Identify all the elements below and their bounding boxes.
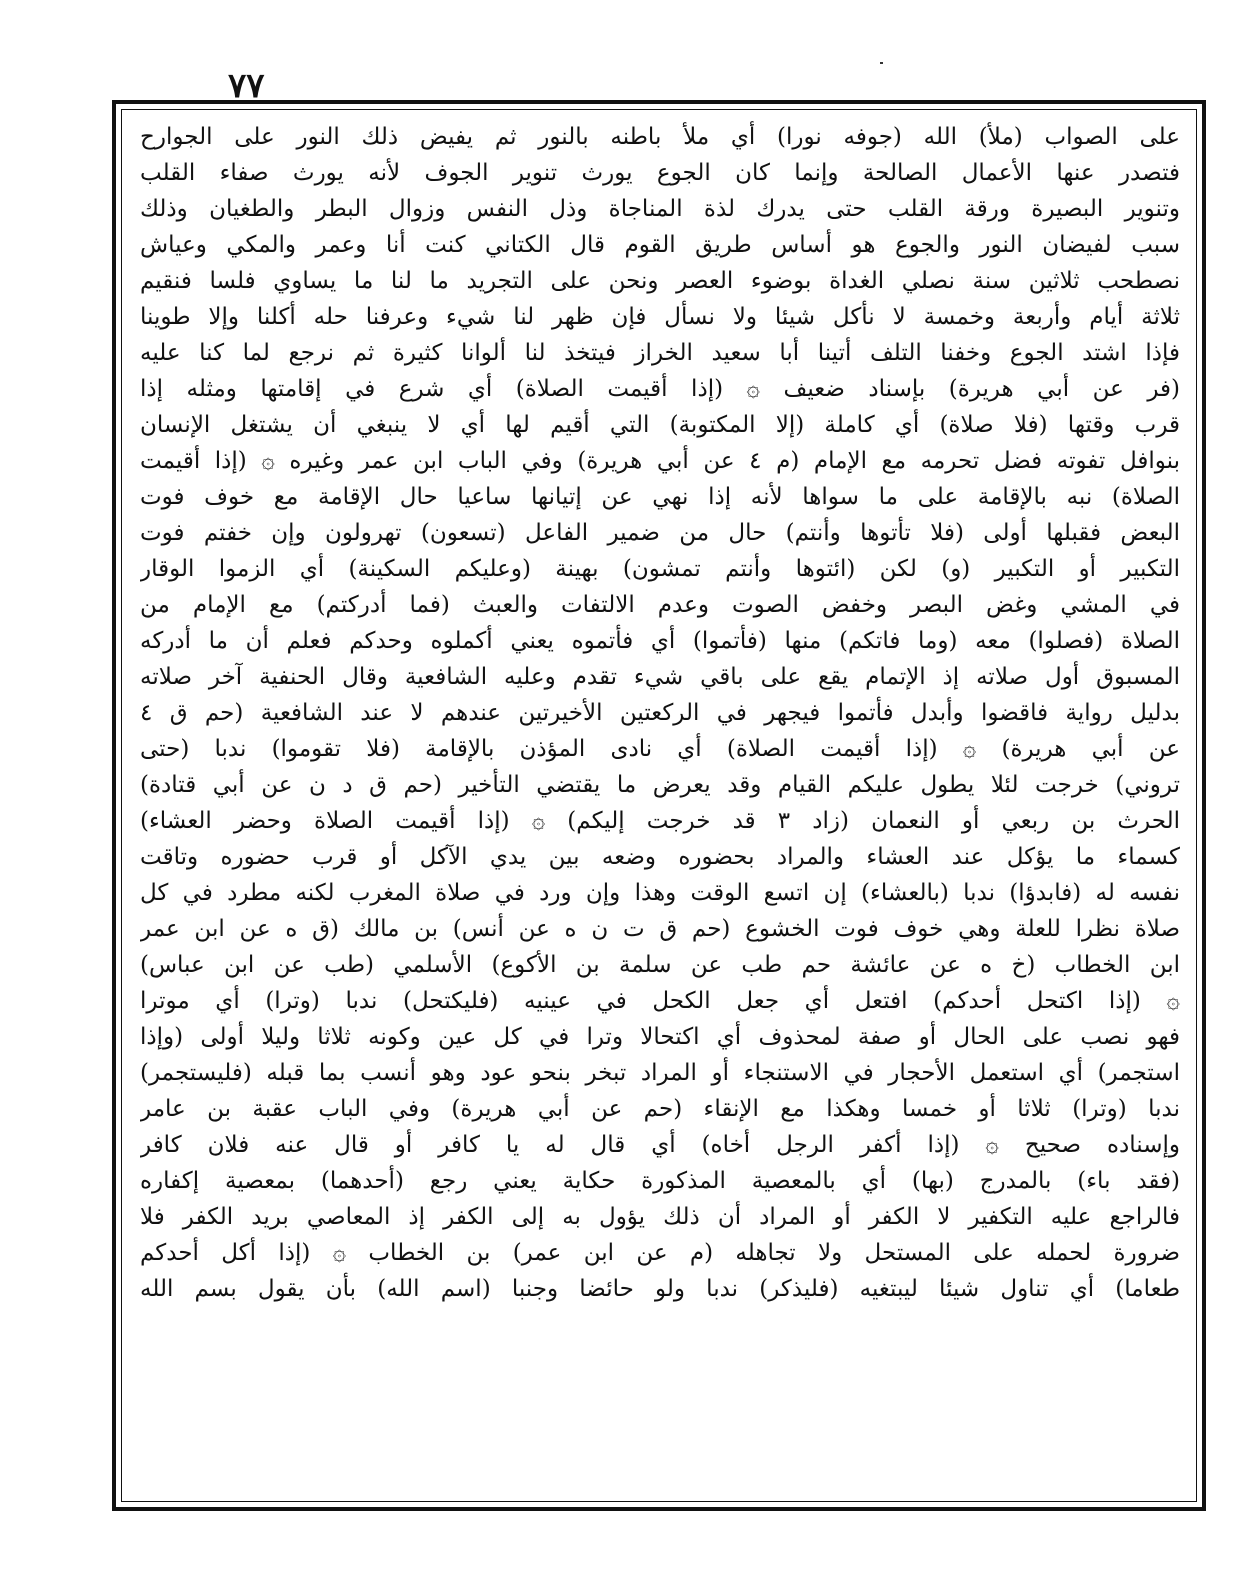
- text-line: [140, 1451, 1180, 1487]
- text-line: [140, 1379, 1180, 1415]
- text-line: المسبوق أول صلاته إذ الإتمام يقع على باقي شيء تقدم وعليه الشافعية وقال الحنفية آخر صلاته: [140, 664, 1180, 690]
- text-line: ۞ (إذا اكتحل أحدكم) افتعل أي جعل الكحل في عينيه (فليكتحل) ندبا (وترا) أي موترا: [140, 988, 1180, 1014]
- text-line: وتنوير البصيرة ورقة القلب حتى يدرك لذة المناجاة وذل النفس وزوال البطر والطغيان وذلك: [140, 196, 1180, 222]
- text-line: قرب وقتها (فلا صلاة) أي كاملة (إلا المكتوبة) التي أقيم لها أي لا ينبغي أن يشتغل الإنسان: [140, 412, 1180, 438]
- text-line: فإذا اشتد الجوع وخفنا التلف أتينا أبا سعيد الخراز فيتخذ لنا ألوانا كثيرة ثم نرجع لما كنا عليه: [140, 340, 1180, 366]
- text-line: ابن الخطاب (خ ه عن عائشة حم طب عن سلمة بن الأكوع) الأسلمي (طب عن ابن عباس): [140, 952, 1180, 978]
- body-text: [140, 119, 1180, 1489]
- text-line: فهو نصب على الحال أو صفة لمحذوف أي اكتحالا وترا في كل عين وكونه ثلاثا وليلا أولى (وإذا: [140, 1024, 1180, 1050]
- text-line: التكبير أو التكبير (و) لكن (ائتوها وأنتم تمشون) بهينة (وعليكم السكينة) أي الزموا الوقار: [140, 556, 1180, 582]
- text-line: فالراجع عليه التكفير لا الكفر أو المراد أن ذلك يؤول به إلى الكفر إذ المعاصي بريد الكفر فلا: [140, 1204, 1180, 1230]
- text-line: وإسناده صحيح ۞ (إذا أكفر الرجل أخاه) أي قال له يا كافر أو قال عنه فلان كافر: [140, 1132, 1180, 1158]
- text-line: (فقد باء) بالمدرج (بها) أي بالمعصية المذكورة حكاية يعني رجع (أحدهما) بمعصية إكفاره: [140, 1168, 1180, 1194]
- text-line: تروني) خرجت لئلا يطول عليكم القيام وقد يعرض ما يقتضي التأخير (حم ق د ن عن أبي قتادة): [140, 772, 1180, 798]
- text-line: سبب لفيضان النور والجوع هو أساس طريق القوم قال الكتاني كنت أنا وعمر والمكي وعياش: [140, 232, 1180, 258]
- text-line: ندبا (وترا) ثلاثا أو خمسا وهكذا مع الإنقاء (حم عن أبي هريرة) وفي الباب عقبة بن عامر: [140, 1096, 1180, 1122]
- text-line: الصلاة (فصلوا) معه (وما فاتكم) منها (فأتموا) أي فأتموه يعني أكملوه وحدكم فعلم أن ما أدركه: [140, 628, 1180, 654]
- text-line: على الصواب (ملأ) الله (جوفه نورا) أي ملأ باطنه بالنور ثم يفيض ذلك النور على الجوارح: [140, 124, 1180, 150]
- text-line: ثلاثة أيام وأربعة وخمسة لا نأكل شيئا ولا نسأل فإن ظهر لنا شيء وعرفنا حله أكلنا وإلا طوينا: [140, 304, 1180, 330]
- text-line: بنوافل تفوته فضل تحرمه مع الإمام (م ٤ عن أبي هريرة) وفي الباب ابن عمر وغيره ۞ (إذا أقيمت: [140, 448, 1180, 474]
- scan-speck: [880, 62, 883, 64]
- text-line: فتصدر عنها الأعمال الصالحة وإنما كان الجوع يورث تنوير الجوف لأنه يورث صفاء القلب: [140, 160, 1180, 186]
- text-line: نفسه له (فابدؤا) ندبا (بالعشاء) إن اتسع الوقت وهذا وإن ورد في صلاة المغرب لكنه مطرد في كل: [140, 880, 1180, 906]
- text-line: صلاة نظرا للعلة وهي خوف فوت الخشوع (حم ق ت ن ه عن أنس) بن مالك (ق ه عن ابن عمر: [140, 916, 1180, 942]
- text-line: ضرورة لحمله على المستحل ولا تجاهله (م عن ابن عمر) بن الخطاب ۞ (إذا أكل أحدكم: [140, 1240, 1180, 1266]
- text-line: عن أبي هريرة) ۞ (إذا أقيمت الصلاة) أي نادى المؤذن بالإقامة (فلا تقوموا) ندبا (حتى: [140, 736, 1180, 762]
- text-line: استجمر) أي استعمل الأحجار في الاستنجاء أو المراد تبخر بنحو عود وهو أنسب بما قبله (فليستجمر): [140, 1060, 1180, 1086]
- text-line: البعض فقبلها أولى (فلا تأتوها وأنتم) حال من ضمير الفاعل (تسعون) تهرولون وإن خفتم فوت: [140, 520, 1180, 546]
- text-line: بدليل رواية فاقضوا وأبدل فأتموا فيجهر في الركعتين الأخيرتين عندهم لا عند الشافعية (حم ق ٤: [140, 700, 1180, 726]
- text-line: [140, 1343, 1180, 1379]
- text-line: [140, 1307, 1180, 1343]
- text-line: (فر عن أبي هريرة) بإسناد ضعيف ۞ (إذا أقيمت الصلاة) أي شرع في إقامتها ومثله إذا: [140, 376, 1180, 402]
- page-number: ٧٧: [228, 66, 265, 106]
- text-line: كسماء ما يؤكل عند العشاء والمراد بحضوره وضعه بين يدي الآكل أو قرب حضوره وتاقت: [140, 844, 1180, 870]
- text-line: نصطحب ثلاثين سنة نصلي الغداة بوضوء العصر ونحن على التجريد ما لنا ما يساوي فلسا فنقيم: [140, 268, 1180, 294]
- text-line: [140, 1415, 1180, 1451]
- text-line: الصلاة) نبه بالإقامة على ما سواها لأنه إذا نهي عن إتيانها ساعيا حال الإقامة مع خوف فوت: [140, 484, 1180, 510]
- text-line: في المشي وغض البصر وخفض الصوت وعدم الالتفات والعبث (فما أدركتم) مع الإمام من: [140, 592, 1180, 618]
- text-line: طعاما) أي تناول شيئا ليبتغيه (فليذكر) ندبا ولو حائضا وجنبا (اسم الله) بأن يقول بسم الله: [140, 1276, 1180, 1302]
- text-line: الحرث بن ربعي أو النعمان (زاد ٣ قد خرجت إليكم) ۞ (إذا أقيمت الصلاة وحضر العشاء): [140, 808, 1180, 834]
